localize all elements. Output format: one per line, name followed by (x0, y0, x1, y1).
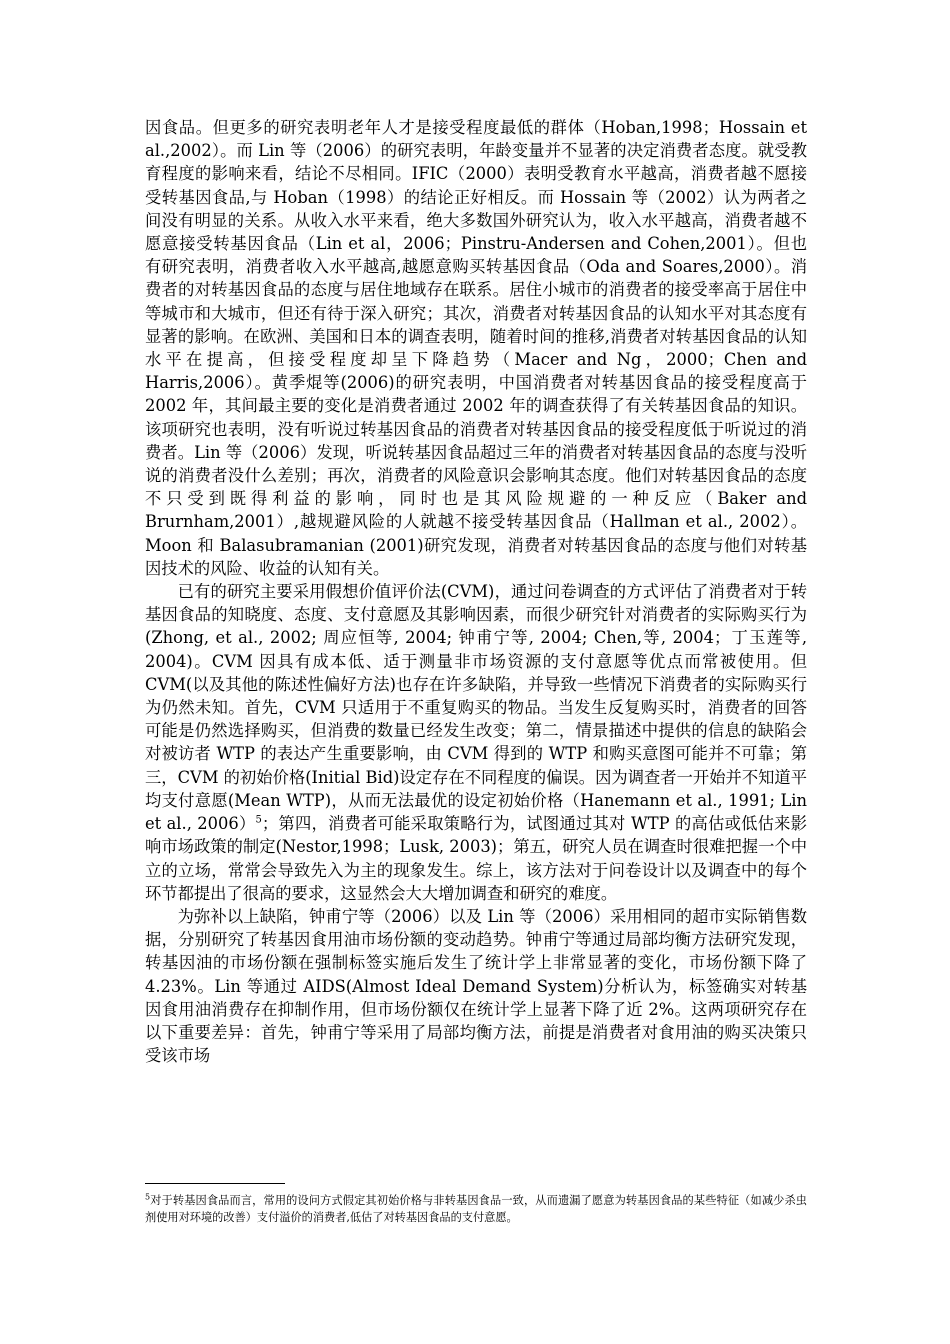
paragraph-2-text-after-note: ；第四，消费者可能采取策略行为，试图通过其对 WTP 的高估或低估来影响市场政策的制定(Nestor,1998；Lusk, 2003)；第五，研究人员在调查时很难把握一个中立的立场，常常会导致先入为主的现象发生。综上，该方法对于问卷设计以及调查中的每个环节都提出了很高的要求，这显然会大大增加调查和研究的难度。 (145, 814, 807, 903)
footnote-reference: 5 (255, 814, 262, 826)
footnote (145, 1192, 807, 1226)
paragraph-2-text-before-note: 已有的研究主要采用假想价值评价法(CVM)，通过问卷调查的方式评估了消费者对于转基因食品的知晓度、态度、支付意愿及其影响因素，而很少研究针对消费者的实际购买行为(Zhong, et al., 2002; 周应恒等, 2004; 钟甫宁等, 2004; Chen,等, 2004；丁玉莲等, 2004)。CVM 因具有成本低、适于测量非市场资源的支付意愿等优点而常被使用。但 CVM(以及其他的陈述性偏好方法)也存在许多缺陷，并导致一些情况下消费者的实际购买行为仍然未知。首先，CVM 只适用于不重复购买的物品。当发生反复购买时，消费者的回答可能是仍然选择购买，但消费的数量已经发生改变；第二，情景描述中提供的信息的缺陷会对被访者 WTP 的表达产生重要影响，由 CVM 得到的 WTP 和购买意图可能并不可靠；第三，CVM 的初始价格(Initial Bid)设定存在不同程度的偏误。因为调查者一开始并不知道平均支付意愿(Mean WTP)，从而无法最优的设定初始价格（Hanemann et al., 1991; Lin et al., 2006） (145, 582, 807, 834)
footnote-mark: 5 (145, 1192, 151, 1202)
paragraph-3: 为弥补以上缺陷，钟甫宁等（2006）以及 Lin 等（2006）采用相同的超市实际销售数据，分别研究了转基因食用油市场份额的变动趋势。钟甫宁等通过局部均衡方法研究发现，转基因油的市场份额在强制标签实施后发生了统计学上非常显著的变化，市场份额下降了 4.23%。Lin 等通过 AIDS(Almost Ideal Demand System)分析认为，标签确实对转基因食用油消费存在抑制作用，但市场份额仅在统计学上显著下降了近 2%。这两项研究存在以下重要差异：首先，钟甫宁等采用了局部均衡方法，前提是消费者对食用油的购买决策只受该市场 (145, 906, 807, 1066)
footnote-text: 对于转基因食品而言，常用的设问方式假定其初始价格与非转基因食品一致，从而遗漏了愿意为转基因食品的某些特征（如减少杀虫剂使用对环境的改善）支付溢价的消费者,低估了对转基因食品的支付意愿。 (145, 1194, 807, 1224)
paragraph-1: 因食品。但更多的研究表明老年人才是接受程度最低的群体（Hoban,1998；Hossain et al.,2002）。而 Lin 等（2006）的研究表明，年龄变量并不显著的决定消费者态度。就受教育程度的影响来看，结论不尽相同。IFIC（2000）表明受教育水平越高，消费者越不愿接受转基因食品,与 Hoban（1998）的结论正好相反。而 Hossain 等（2002）认为两者之间没有明显的关系。从收入水平来看，绝大多数国外研究认为，收入水平越高，消费者越不愿意接受转基因食品（Lin et al，2006；Pinstru-Andersen and Cohen,2001）。但也有研究表明，消费者收入水平越高,越愿意购买转基因食品（Oda and Soares,2000）。消费者的对转基因食品的态度与居住地域存在联系。居住小城市的消费者的接受率高于居住中等城市和大城市，但还有待于深入研究；其次，消费者对转基因食品的认知水平对其态度有显著的影响。在欧洲、美国和日本的调查表明，随着时间的推移,消费者对转基因食品的认知水平在提高，但接受程度却呈下降趋势（Macer and Ng，2000；Chen and Harris,2006）。黄季焜等(2006)的研究表明，中国消费者对转基因食品的接受程度高于 2002 年，其间最主要的变化是消费者通过 2002 年的调查获得了有关转基因食品的知识。该项研究也表明，没有听说过转基因食品的消费者对转基因食品的接受程度低于听说过的消费者。Lin 等（2006）发现，听说转基因食品超过三年的消费者对转基因食品的态度与没听说的消费者没什么差别；再次，消费者的风险意识会影响其态度。他们对转基因食品的态度不只受到既得利益的影响，同时也是其风险规避的一种反应（Baker and Brurnham,2001）,越规避风险的人就越不接受转基因食品（Hallman et al., 2002）。Moon 和 Balasubramanian (2001)研究发现，消费者对转基因食品的态度与他们对转基因技术的风险、收益的认知有关。 (145, 118, 807, 578)
document-body (145, 116, 807, 1067)
footnote-separator (145, 1183, 285, 1184)
paragraph-2 (145, 580, 807, 905)
